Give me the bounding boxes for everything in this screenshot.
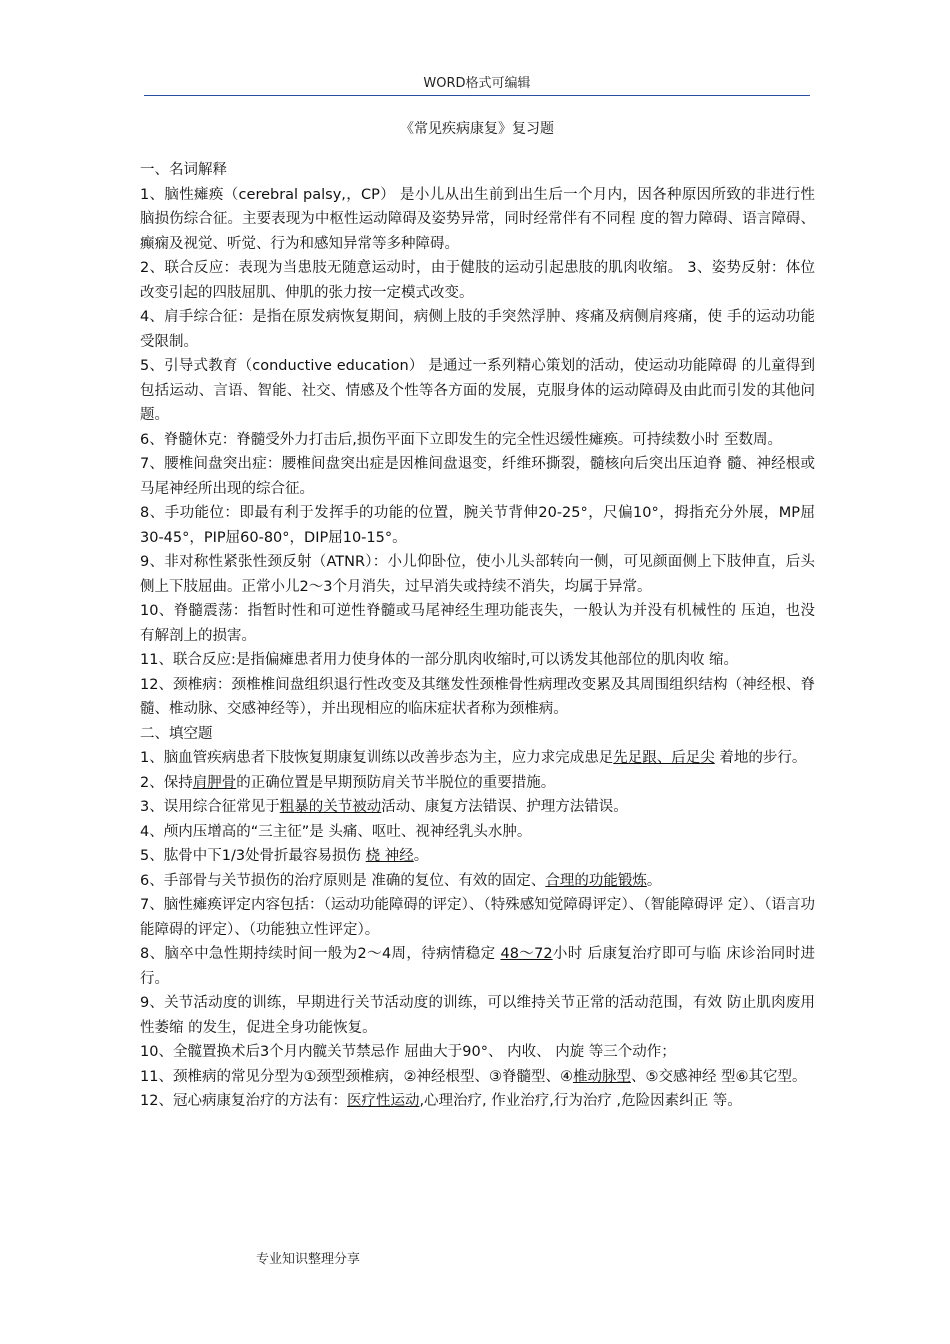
page-header: WORD格式可编辑	[144, 72, 810, 96]
document-title: 《常见疾病康复》复习题	[400, 121, 554, 137]
definition-item: 8、手功能位：即最有利于发挥手的功能的位置，腕关节背伸20-25°，尺偏10°，拇指充分外展，MP屈30-45°，PIP屈60-80°，DIP屈10-15°。	[140, 505, 815, 546]
answer-underlined: 48～72	[500, 946, 553, 962]
fill-item: 1、脑血管疾病患者下肢恢复期康复训练以改善步态为主，应力求完成患足先足跟、后足尖 着地的步行。	[140, 750, 807, 766]
fill-item: 7、脑性瘫痪评定内容包括：（运动功能障碍的评定）、（特殊感知觉障碍评定）、（智能障碍评 定）、（语言功能障碍的评定）、（功能独立性评定）。	[140, 897, 815, 938]
definition-item: 2、联合反应：表现为当患肢无随意运动时，由于健肢的运动引起患肢的肌肉收缩。 3、姿势反射：体位改变引起的四肢屈肌、伸肌的张力按一定模式改变。	[140, 260, 815, 301]
page-footer: 专业知识整理分享	[256, 1252, 361, 1267]
fill-item: 11、颈椎病的常见分型为①颈型颈椎病，②神经根型、③脊髓型、④椎动脉型、⑤交感神经 型⑥其它型。	[140, 1068, 807, 1085]
definition-item: 7、腰椎间盘突出症：腰椎间盘突出症是因椎间盘退变，纤维环撕裂，髓核向后突出压迫脊 髓、神经根或马尾神经所出现的综合征。	[140, 456, 815, 497]
fill-item: 4、颅内压增高的“三主征”是 头痛、呕吐、视神经乳头水肿。	[140, 823, 532, 840]
document-body	[140, 158, 815, 1114]
fill-item: 12、冠心病康复治疗的方法有：医疗性运动,心理治疗, 作业治疗,行为治疗 ,危险因素纠正 等。	[140, 1093, 742, 1109]
fill-item: 8、脑卒中急性期持续时间一般为2～4周，待病情稳定 48～72小时 后康复治疗即可与临 床诊治同时进行。	[140, 946, 815, 987]
definition-item: 12、颈椎病：颈椎椎间盘组织退行性改变及其继发性颈椎骨性病理改变累及其周围组织结构（神经根、脊髓、椎动脉、交感神经等），并出现相应的临床症状者称为颈椎病。	[140, 676, 815, 717]
fill-item: 10、全髋置换术后3个月内髋关节禁忌作 屈曲大于90°、 内收、 内旋 等三个动作；	[140, 1044, 676, 1060]
fill-item: 6、手部骨与关节损伤的治疗原则是 准确的复位、有效的固定、合理的功能锻炼。	[140, 872, 662, 889]
definition-item: 5、引导式教育（conductive education） 是通过一系列精心策划的活动，使运动功能障碍 的儿童得到包括运动、言语、智能、社交、情感及个性等各方面的发展，克服身体的运动障碍及由此而引发的其他问题。	[140, 358, 815, 423]
section-heading-fill-in: 二、填空题	[140, 725, 213, 742]
definition-item: 10、脊髓震荡：指暂时性和可逆性脊髓或马尾神经生理功能丧失，一般认为并没有机械性的 压迫，也没有解剖上的损害。	[140, 603, 815, 644]
definition-item: 4、肩手综合征：是指在原发病恢复期间，病侧上肢的手突然浮肿、疼痛及病侧肩疼痛，使 手的运动功能受限制。	[140, 309, 815, 350]
fill-item: 2、保持肩胛骨的正确位置是早期预防肩关节半脱位的重要措施。	[140, 774, 556, 791]
answer-underlined: 粗暴的关节被动	[279, 799, 382, 815]
definition-item: 9、非对称性紧张性颈反射（ATNR）：小儿仰卧位，使小儿头部转向一侧，可见颜面侧上下肢伸直，后头侧上下肢屈曲。正常小儿2～3个月消失，过早消失或持续不消失，均属于异常。	[140, 554, 815, 595]
fill-item: 9、关节活动度的训练，早期进行关节活动度的训练，可以维持关节正常的活动范围，有效 防止肌肉废用性萎缩 的发生，促进全身功能恢复。	[140, 995, 815, 1036]
definition-item: 1、脑性瘫痪（cerebral palsy,，CP） 是小儿从出生前到出生后一个月内，因各种原因所致的非进行性脑损伤综合征。主要表现为中枢性运动障碍及姿势异常，同时经常伴有不同程 度的智力障碍、语言障碍、癫痫及视觉、听觉、行为和感知异常等多种障碍。	[140, 186, 815, 252]
answer-underlined: 椎动脉型	[572, 1068, 631, 1085]
fill-item: 5、肱骨中下1/3处骨折最容易损伤 桡 神经。	[140, 848, 429, 864]
fill-item: 3、误用综合征常见于粗暴的关节被动活动、康复方法错误、护理方法错误。	[140, 799, 628, 815]
section-heading-definitions: 一、名词解释	[140, 162, 227, 178]
definition-item: 11、联合反应:是指偏瘫患者用力使身体的一部分肌肉收缩时,可以诱发其他部位的肌肉收 缩。	[140, 652, 739, 668]
answer-underlined: 先足跟、后足尖	[613, 750, 715, 766]
answer-underlined: 合理的功能锻炼	[545, 872, 647, 889]
definition-item: 6、脊髓休克：脊髓受外力打击后,损伤平面下立即发生的完全性迟缓性瘫痪。可持续数小时 至数周。	[140, 431, 782, 448]
answer-underlined: 桡 神经	[365, 848, 414, 864]
answer-underlined: 肩胛骨	[192, 774, 237, 791]
answer-underlined: 医疗性运动	[346, 1093, 420, 1109]
